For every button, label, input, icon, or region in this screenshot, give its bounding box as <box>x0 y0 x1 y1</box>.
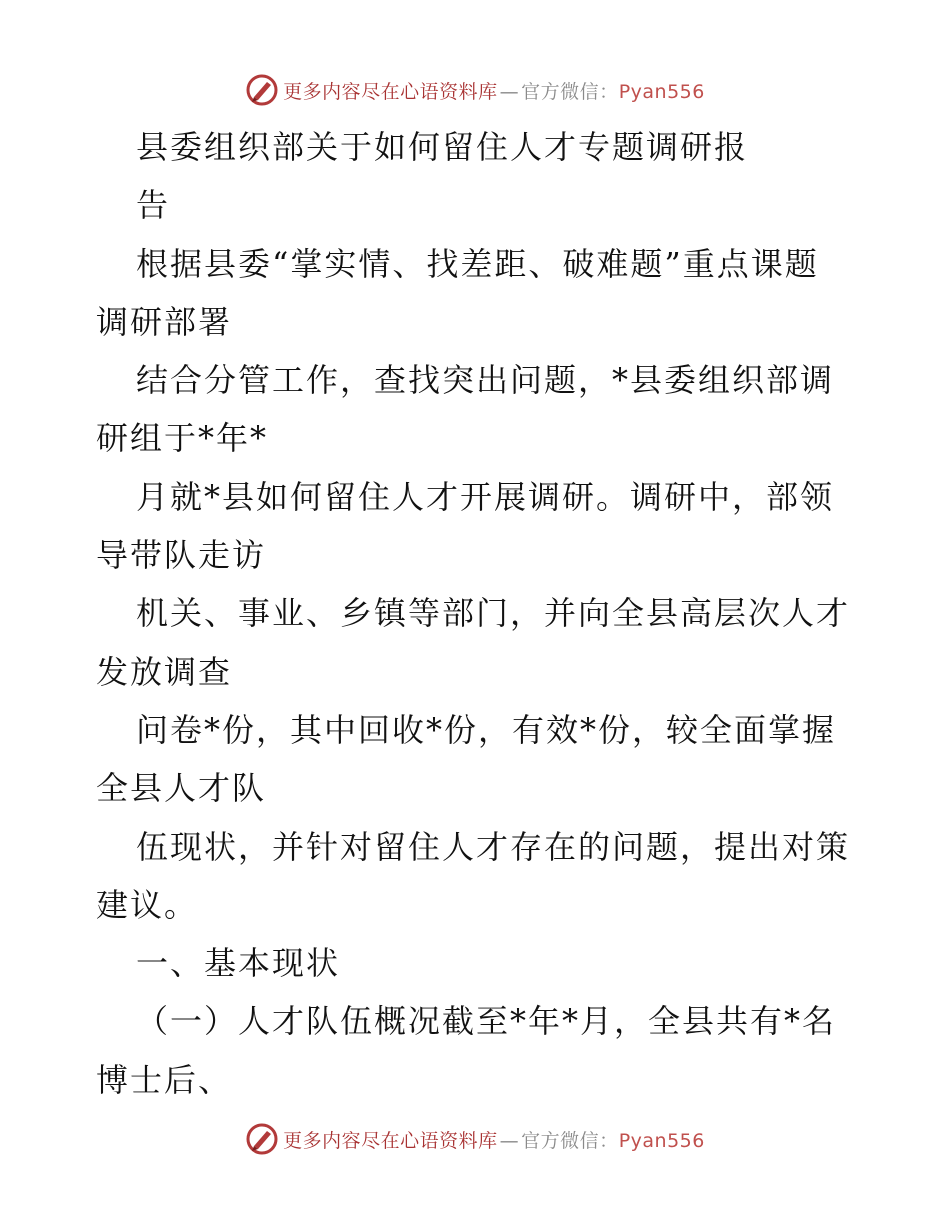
watermark-brand: 更多内容尽在心语资料库 <box>283 80 498 103</box>
watermark-brand: 更多内容尽在心语资料库 <box>283 1129 498 1152</box>
document-line: 伍现状，并针对留住人才存在的问题，提出对策 <box>136 827 851 866</box>
document-line: 导带队走访 <box>96 536 267 575</box>
document-body <box>96 118 856 1109</box>
watermark-wechat-label: 官方微信： <box>521 80 619 103</box>
document-line: 全县人才队 <box>96 769 267 808</box>
watermark-header <box>0 68 950 112</box>
pen-logo-icon <box>245 73 279 107</box>
watermark-wechat-id: Pyan556 <box>618 1129 705 1152</box>
document-line: 问卷*份，其中回收*份，有效*份，较全面掌握 <box>136 710 837 749</box>
document-line: 研组于*年* <box>96 419 269 458</box>
document-line: 月就*县如何留住人才开展调研。调研中，部领 <box>136 477 835 516</box>
document-line: 调研部署 <box>96 302 233 341</box>
document-line: 结合分管工作，查找突出问题，*县委组织部调 <box>136 361 835 400</box>
document-line: 一、基本现状 <box>136 944 341 983</box>
document-line: 根据县委“掌实情、找差距、破难题”重点课题 <box>136 244 819 283</box>
watermark-wechat-label: 官方微信： <box>521 1129 619 1152</box>
document-line: 建议。 <box>96 885 199 924</box>
watermark-separator: — <box>499 1129 520 1152</box>
watermark-separator: — <box>499 80 520 103</box>
watermark-wechat-id: Pyan556 <box>618 80 705 103</box>
document-line: 发放调查 <box>96 652 233 691</box>
document-line: 告 <box>136 186 171 225</box>
pen-logo-icon <box>245 1122 279 1156</box>
document-line: 机关、事业、乡镇等部门，并向全县高层次人才 <box>136 594 851 633</box>
document-line: 县委组织部关于如何留住人才专题调研报 <box>136 128 749 166</box>
watermark-footer <box>0 1117 950 1161</box>
document-line: 博士后、 <box>96 1060 233 1099</box>
document-line: （一）人才队伍概况截至*年*月，全县共有*名 <box>136 1002 837 1041</box>
